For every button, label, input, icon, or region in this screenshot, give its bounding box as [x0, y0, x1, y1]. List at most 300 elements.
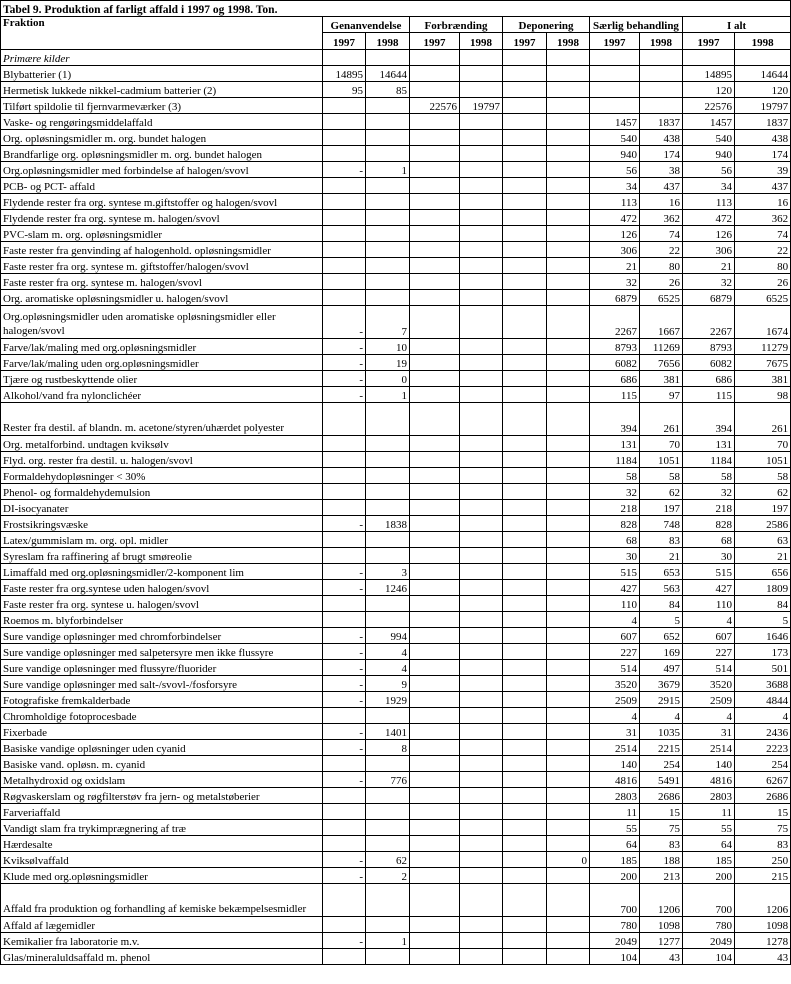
value-cell	[460, 387, 503, 403]
value-cell	[503, 82, 547, 98]
value-cell	[323, 178, 366, 194]
value-cell: 5	[640, 612, 683, 628]
value-cell: 540	[590, 130, 640, 146]
value-cell	[547, 371, 590, 387]
year-header: 1998	[460, 33, 503, 50]
value-cell: 261	[640, 403, 683, 436]
row-label: Glas/mineraluldsaffald m. phenol	[1, 949, 323, 965]
value-cell: 213	[640, 868, 683, 884]
value-cell	[460, 403, 503, 436]
value-cell	[460, 306, 503, 339]
value-cell: 43	[735, 949, 791, 965]
value-cell: 261	[735, 403, 791, 436]
value-cell: 218	[590, 500, 640, 516]
value-cell	[460, 226, 503, 242]
value-cell	[547, 339, 590, 355]
value-cell	[503, 355, 547, 371]
value-cell: 110	[590, 596, 640, 612]
value-cell	[323, 194, 366, 210]
value-cell	[460, 660, 503, 676]
row-label: Phenol- og formaldehydemulsion	[1, 484, 323, 500]
value-cell: 56	[590, 162, 640, 178]
value-cell: 55	[590, 820, 640, 836]
value-cell	[547, 788, 590, 804]
value-cell	[366, 242, 410, 258]
table-row	[1, 868, 791, 884]
value-cell	[503, 516, 547, 532]
value-cell: 131	[683, 436, 735, 452]
value-cell	[323, 484, 366, 500]
value-cell	[503, 114, 547, 130]
value-cell	[503, 852, 547, 868]
value-cell	[547, 274, 590, 290]
row-label: Flydende rester fra org. syntese m.giftstoffer og halogen/svovl	[1, 194, 323, 210]
value-cell	[640, 82, 683, 98]
value-cell: 1929	[366, 692, 410, 708]
table-row	[1, 724, 791, 740]
value-cell: 686	[590, 371, 640, 387]
row-label: Basiske vandige opløsninger uden cyanid	[1, 740, 323, 756]
value-cell: 427	[683, 580, 735, 596]
value-cell	[503, 98, 547, 114]
value-cell: 2686	[640, 788, 683, 804]
value-cell: 120	[683, 82, 735, 98]
table-row	[1, 82, 791, 98]
row-label: Org. aromatiske opløsningsmidler u. halogen/svovl	[1, 290, 323, 306]
value-cell: 437	[735, 178, 791, 194]
value-cell	[503, 339, 547, 355]
row-label: Frostsikringsvæske	[1, 516, 323, 532]
value-cell: 62	[366, 852, 410, 868]
value-cell	[547, 516, 590, 532]
table-row	[1, 226, 791, 242]
value-cell	[410, 339, 460, 355]
value-cell: 607	[590, 628, 640, 644]
value-cell: 540	[683, 130, 735, 146]
value-cell: 22	[735, 242, 791, 258]
value-cell	[366, 884, 410, 917]
value-cell	[366, 98, 410, 114]
row-label: PVC-slam m. org. opløsningsmidler	[1, 226, 323, 242]
value-cell	[366, 178, 410, 194]
value-cell	[410, 114, 460, 130]
value-cell: 394	[683, 403, 735, 436]
table-body	[1, 50, 791, 965]
value-cell	[547, 194, 590, 210]
value-cell: 56	[683, 162, 735, 178]
value-cell: 26	[735, 274, 791, 290]
value-cell	[547, 628, 590, 644]
value-cell: 9	[366, 676, 410, 692]
value-cell: 11269	[640, 339, 683, 355]
value-cell	[366, 50, 410, 66]
table-row	[1, 66, 791, 82]
value-cell	[460, 468, 503, 484]
value-cell: 776	[366, 772, 410, 788]
value-cell	[503, 692, 547, 708]
value-cell	[323, 820, 366, 836]
value-cell: 58	[640, 468, 683, 484]
table-row	[1, 692, 791, 708]
group-header-forbraending: Forbrænding	[410, 17, 503, 33]
value-cell	[323, 226, 366, 242]
value-cell	[410, 355, 460, 371]
value-cell	[410, 226, 460, 242]
value-cell: 7656	[640, 355, 683, 371]
value-cell: 1098	[640, 917, 683, 933]
value-cell: 85	[366, 82, 410, 98]
value-cell: -	[323, 933, 366, 949]
value-cell	[640, 98, 683, 114]
value-cell: 4	[640, 708, 683, 724]
value-cell	[410, 50, 460, 66]
value-cell	[323, 804, 366, 820]
value-cell	[460, 917, 503, 933]
value-cell: 1206	[640, 884, 683, 917]
value-cell	[503, 194, 547, 210]
value-cell	[503, 596, 547, 612]
value-cell: 5	[735, 612, 791, 628]
value-cell	[460, 756, 503, 772]
row-label: Sure vandige opløsninger med chromforbindelser	[1, 628, 323, 644]
value-cell	[503, 371, 547, 387]
table-row	[1, 917, 791, 933]
value-cell: 381	[640, 371, 683, 387]
value-cell: -	[323, 580, 366, 596]
value-cell	[410, 548, 460, 564]
value-cell	[410, 933, 460, 949]
value-cell: 21	[590, 258, 640, 274]
value-cell: -	[323, 772, 366, 788]
value-cell	[460, 676, 503, 692]
value-cell: 43	[640, 949, 683, 965]
value-cell	[410, 210, 460, 226]
value-cell	[503, 676, 547, 692]
value-cell: 68	[590, 532, 640, 548]
value-cell: 169	[640, 644, 683, 660]
value-cell: 2	[366, 868, 410, 884]
value-cell: 113	[590, 194, 640, 210]
value-cell: 1667	[640, 306, 683, 339]
value-cell: 4	[366, 660, 410, 676]
value-cell	[460, 210, 503, 226]
table-row	[1, 484, 791, 500]
value-cell	[503, 724, 547, 740]
value-cell	[366, 596, 410, 612]
value-cell: -	[323, 564, 366, 580]
row-label: Farve/lak/maling uden org.opløsningsmidler	[1, 355, 323, 371]
value-cell	[547, 130, 590, 146]
value-cell	[460, 868, 503, 884]
value-cell	[460, 355, 503, 371]
value-cell	[460, 178, 503, 194]
row-label: Farveriaffald	[1, 804, 323, 820]
row-label: Farve/lak/maling med org.opløsningsmidler	[1, 339, 323, 355]
value-cell: 84	[735, 596, 791, 612]
value-cell	[460, 580, 503, 596]
value-cell: 62	[640, 484, 683, 500]
value-cell	[410, 612, 460, 628]
table-row	[1, 820, 791, 836]
value-cell	[366, 756, 410, 772]
value-cell	[547, 210, 590, 226]
value-cell: 2514	[683, 740, 735, 756]
value-cell	[640, 50, 683, 66]
value-cell	[460, 612, 503, 628]
value-cell: 31	[590, 724, 640, 740]
value-cell	[547, 146, 590, 162]
value-cell	[460, 194, 503, 210]
value-cell	[547, 500, 590, 516]
value-cell	[503, 820, 547, 836]
value-cell: 2049	[590, 933, 640, 949]
value-cell	[547, 804, 590, 820]
value-cell	[366, 484, 410, 500]
value-cell: 7675	[735, 355, 791, 371]
value-cell: 32	[683, 484, 735, 500]
value-cell	[366, 210, 410, 226]
value-cell	[366, 949, 410, 965]
value-cell	[547, 226, 590, 242]
value-cell: 4816	[683, 772, 735, 788]
value-cell: 381	[735, 371, 791, 387]
table-row	[1, 676, 791, 692]
value-cell: -	[323, 628, 366, 644]
value-cell: 700	[683, 884, 735, 917]
value-cell	[410, 403, 460, 436]
value-cell: 3	[366, 564, 410, 580]
value-cell	[547, 178, 590, 194]
value-cell: 38	[640, 162, 683, 178]
value-cell	[410, 692, 460, 708]
value-cell: 70	[640, 436, 683, 452]
value-cell: 2509	[590, 692, 640, 708]
group-header-i-alt: I alt	[683, 17, 791, 33]
value-cell: 14644	[366, 66, 410, 82]
group-header-deponering: Deponering	[503, 17, 590, 33]
value-cell	[547, 114, 590, 130]
value-cell: 74	[640, 226, 683, 242]
row-label: Latex/gummislam m. org. opl. midler	[1, 532, 323, 548]
year-header: 1997	[503, 33, 547, 50]
value-cell: 1277	[640, 933, 683, 949]
value-cell: 126	[590, 226, 640, 242]
value-cell	[323, 274, 366, 290]
row-label: Brandfarlige org. opløsningsmidler m. org. bundet halogen	[1, 146, 323, 162]
value-cell	[503, 708, 547, 724]
row-label: Tilført spildolie til fjernvarmeværker (3)	[1, 98, 323, 114]
value-cell: 98	[735, 387, 791, 403]
value-cell	[503, 756, 547, 772]
value-cell: 188	[640, 852, 683, 868]
value-cell	[503, 468, 547, 484]
value-cell: 39	[735, 162, 791, 178]
value-cell	[503, 836, 547, 852]
value-cell	[503, 50, 547, 66]
row-label: Alkohol/vand fra nylonclichéer	[1, 387, 323, 403]
value-cell	[503, 804, 547, 820]
row-label: Røgvaskerslam og røgfilterstøv fra jern- og metalstøberier	[1, 788, 323, 804]
value-cell	[503, 884, 547, 917]
value-cell	[410, 628, 460, 644]
year-header: 1998	[735, 33, 791, 50]
value-cell: 22576	[410, 98, 460, 114]
value-cell: -	[323, 162, 366, 178]
value-cell	[547, 868, 590, 884]
value-cell	[410, 852, 460, 868]
group-header-saerlig-behandling: Særlig behandling	[590, 17, 683, 33]
value-cell	[460, 949, 503, 965]
value-cell: 1646	[735, 628, 791, 644]
value-cell: 1674	[735, 306, 791, 339]
value-cell: 6267	[735, 772, 791, 788]
value-cell: 4844	[735, 692, 791, 708]
value-cell: 3520	[590, 676, 640, 692]
value-cell	[410, 162, 460, 178]
value-cell	[547, 355, 590, 371]
value-cell	[410, 756, 460, 772]
value-cell	[547, 532, 590, 548]
value-cell	[547, 644, 590, 660]
value-cell: -	[323, 644, 366, 660]
value-cell	[410, 772, 460, 788]
value-cell: 55	[683, 820, 735, 836]
value-cell: -	[323, 660, 366, 676]
value-cell	[323, 500, 366, 516]
value-cell	[503, 628, 547, 644]
value-cell	[460, 82, 503, 98]
value-cell	[410, 484, 460, 500]
value-cell	[460, 114, 503, 130]
value-cell	[460, 339, 503, 355]
row-label: Roemos m. blyforbindelser	[1, 612, 323, 628]
value-cell: 120	[735, 82, 791, 98]
value-cell: 700	[590, 884, 640, 917]
value-cell	[460, 740, 503, 756]
value-cell: 19	[366, 355, 410, 371]
table-row	[1, 114, 791, 130]
table-row	[1, 98, 791, 114]
value-cell	[547, 564, 590, 580]
value-cell	[460, 884, 503, 917]
value-cell: 6879	[683, 290, 735, 306]
row-label: Kviksølvaffald	[1, 852, 323, 868]
value-cell	[547, 258, 590, 274]
year-header: 1997	[683, 33, 735, 50]
value-cell	[460, 452, 503, 468]
value-cell	[503, 403, 547, 436]
value-cell: 254	[640, 756, 683, 772]
value-cell: 1051	[640, 452, 683, 468]
value-cell	[323, 114, 366, 130]
value-cell	[460, 242, 503, 258]
value-cell: 306	[683, 242, 735, 258]
value-cell: -	[323, 740, 366, 756]
value-cell	[366, 194, 410, 210]
fraktion-header: Fraktion	[1, 17, 323, 50]
value-cell: 185	[590, 852, 640, 868]
value-cell	[366, 532, 410, 548]
table-row	[1, 387, 791, 403]
row-label: Sure vandige opløsninger med salt-/svovl-/fosforsyre	[1, 676, 323, 692]
value-cell: 110	[683, 596, 735, 612]
value-cell: 1838	[366, 516, 410, 532]
value-cell	[366, 788, 410, 804]
value-cell	[410, 884, 460, 917]
value-cell: -	[323, 724, 366, 740]
value-cell: 174	[640, 146, 683, 162]
table-row	[1, 804, 791, 820]
table-row	[1, 403, 791, 436]
value-cell: 16	[640, 194, 683, 210]
value-cell	[323, 50, 366, 66]
value-cell	[323, 290, 366, 306]
value-cell	[323, 949, 366, 965]
row-label: Org.opløsningsmidler med forbindelse af halogen/svovl	[1, 162, 323, 178]
value-cell	[410, 804, 460, 820]
value-cell	[323, 756, 366, 772]
value-cell	[460, 724, 503, 740]
value-cell: 15	[640, 804, 683, 820]
value-cell: 2514	[590, 740, 640, 756]
value-cell: 140	[590, 756, 640, 772]
value-cell: 1	[366, 387, 410, 403]
value-cell: 14895	[683, 66, 735, 82]
value-cell	[410, 580, 460, 596]
value-cell: 22	[640, 242, 683, 258]
value-cell: 11279	[735, 339, 791, 355]
value-cell	[410, 596, 460, 612]
value-cell	[410, 516, 460, 532]
table-row	[1, 740, 791, 756]
value-cell	[547, 548, 590, 564]
value-cell: 4816	[590, 772, 640, 788]
year-header: 1998	[640, 33, 683, 50]
value-cell: 6879	[590, 290, 640, 306]
table-row	[1, 596, 791, 612]
row-label: Faste rester fra org. syntese u. halogen/svovl	[1, 596, 323, 612]
value-cell: 34	[590, 178, 640, 194]
value-cell	[323, 788, 366, 804]
row-label: Org. opløsningsmidler m. org. bundet halogen	[1, 130, 323, 146]
value-cell	[503, 484, 547, 500]
value-cell: 58	[735, 468, 791, 484]
value-cell: 75	[735, 820, 791, 836]
value-cell	[460, 644, 503, 660]
value-cell	[410, 676, 460, 692]
value-cell: -	[323, 676, 366, 692]
value-cell	[366, 258, 410, 274]
value-cell: 4	[683, 708, 735, 724]
value-cell: 607	[683, 628, 735, 644]
value-cell: 8793	[683, 339, 735, 355]
value-cell: 115	[683, 387, 735, 403]
table-row	[1, 355, 791, 371]
value-cell	[410, 146, 460, 162]
value-cell: 104	[590, 949, 640, 965]
value-cell: -	[323, 306, 366, 339]
row-label: Rester fra destil. af blandn. m. acetone/styren/uhærdet polyester	[1, 403, 323, 436]
value-cell	[366, 708, 410, 724]
value-cell: 68	[683, 532, 735, 548]
value-cell: 97	[640, 387, 683, 403]
value-cell	[366, 114, 410, 130]
value-cell	[547, 162, 590, 178]
value-cell	[503, 290, 547, 306]
value-cell	[547, 403, 590, 436]
value-cell: -	[323, 371, 366, 387]
value-cell	[460, 820, 503, 836]
